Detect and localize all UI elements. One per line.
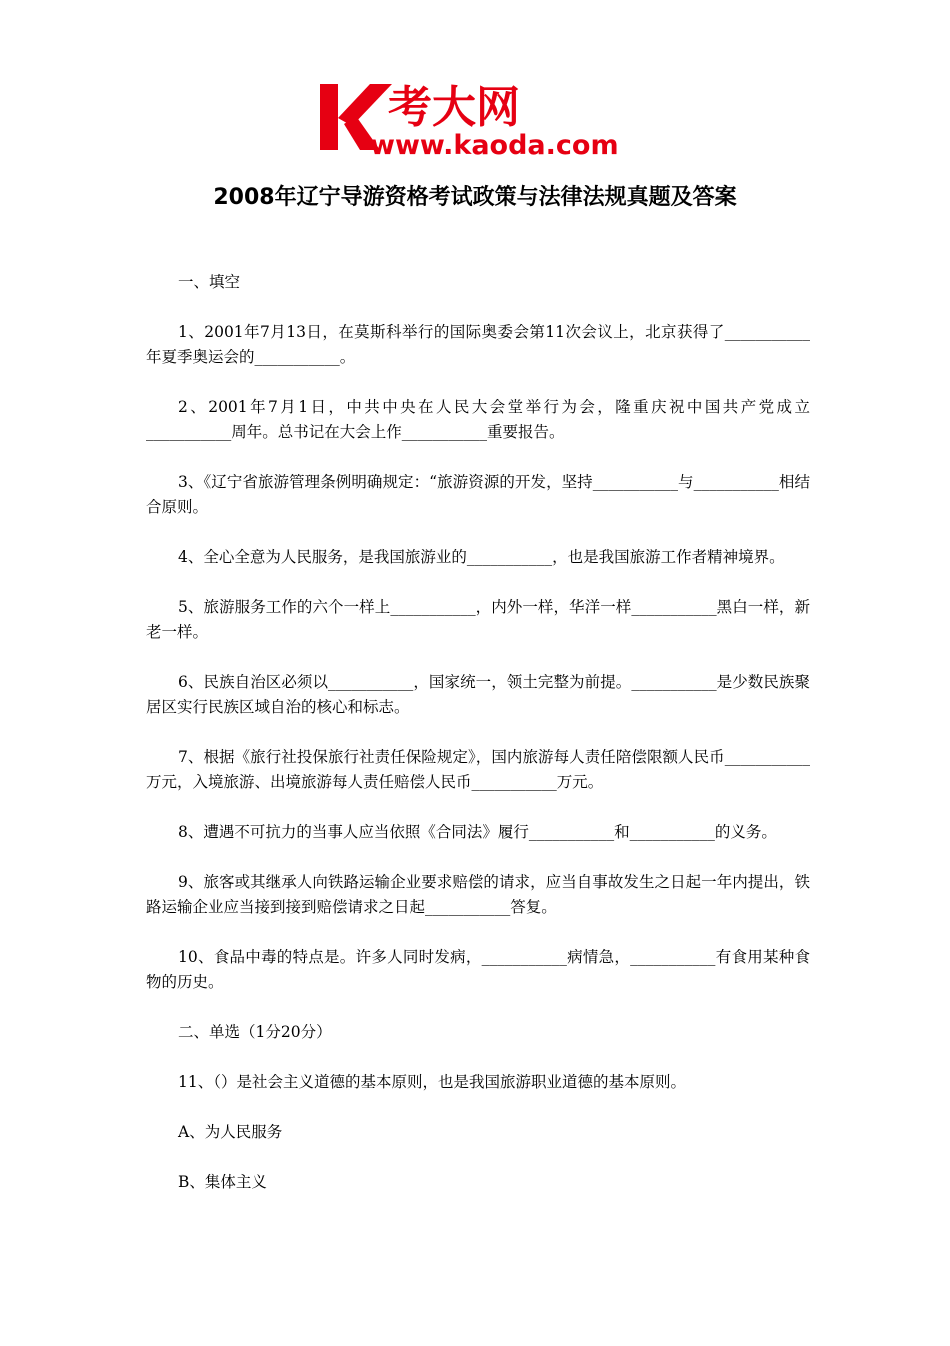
question-9: 9、旅客或其继承人向铁路运输企业要求赔偿的请求，应当自事故发生之日起一年内提出，铁路运输企业应当接到接到赔偿请求之日起___________答复。: [146, 873, 810, 916]
logo-name-text: 考大网: [388, 82, 520, 133]
document-body: [146, 270, 810, 1220]
question-7: 7、根据《旅行社投保旅行社责任保险规定》，国内旅游每人责任陪偿限额人民币___________万元，入境旅游、出境旅游每人责任赔偿人民币___________万元。: [146, 748, 810, 791]
question-6: 6、民族自治区必须以___________，国家统一，领土完整为前提。___________是少数民族聚居区实行民族区域自治的核心和标志。: [146, 673, 810, 716]
question-11-option-b: B、集体主义: [178, 1173, 267, 1191]
question-3: 3、《辽宁省旅游管理条例明确规定：“旅游资源的开发，坚持___________与___________相结合原则。: [146, 473, 810, 516]
section-heading-fill-blank: 一、填空: [178, 273, 241, 291]
kaoda-logo: [318, 78, 638, 160]
question-11: 11、（）是社会主义道德的基本原则，也是我国旅游职业道德的基本原则。: [178, 1073, 686, 1091]
kaoda-logo-graphic: [318, 78, 638, 160]
document-title: 2008年辽宁导游资格考试政策与法律法规真题及答案: [213, 185, 737, 210]
question-8: 8、遭遇不可抗力的当事人应当依照《合同法》履行___________和___________的义务。: [178, 823, 777, 841]
section-heading-single-choice: 二、单选（1分20分）: [178, 1023, 332, 1041]
question-5: 5、旅游服务工作的六个一样上___________，内外一样，华洋一样___________黑白一样，新老一样。: [146, 598, 810, 641]
logo-url-text: www.kaoda.com: [370, 130, 619, 160]
question-2: 2、2001年7月1日，中共中央在人民大会堂举行为会，隆重庆祝中国共产党成立___________周年。总书记在大会上作___________重要报告。: [146, 398, 810, 441]
question-10: 10、食品中毒的特点是。许多人同时发病，___________病情急，___________有食用某种食物的历史。: [146, 948, 810, 991]
question-11-option-a: A、为人民服务: [178, 1123, 283, 1141]
question-4: 4、全心全意为人民服务，是我国旅游业的___________，也是我国旅游工作者精神境界。: [178, 548, 785, 566]
question-1: 1、2001年7月13日，在莫斯科举行的国际奥委会第11次会议上，北京获得了___________年夏季奥运会的___________。: [146, 323, 810, 366]
